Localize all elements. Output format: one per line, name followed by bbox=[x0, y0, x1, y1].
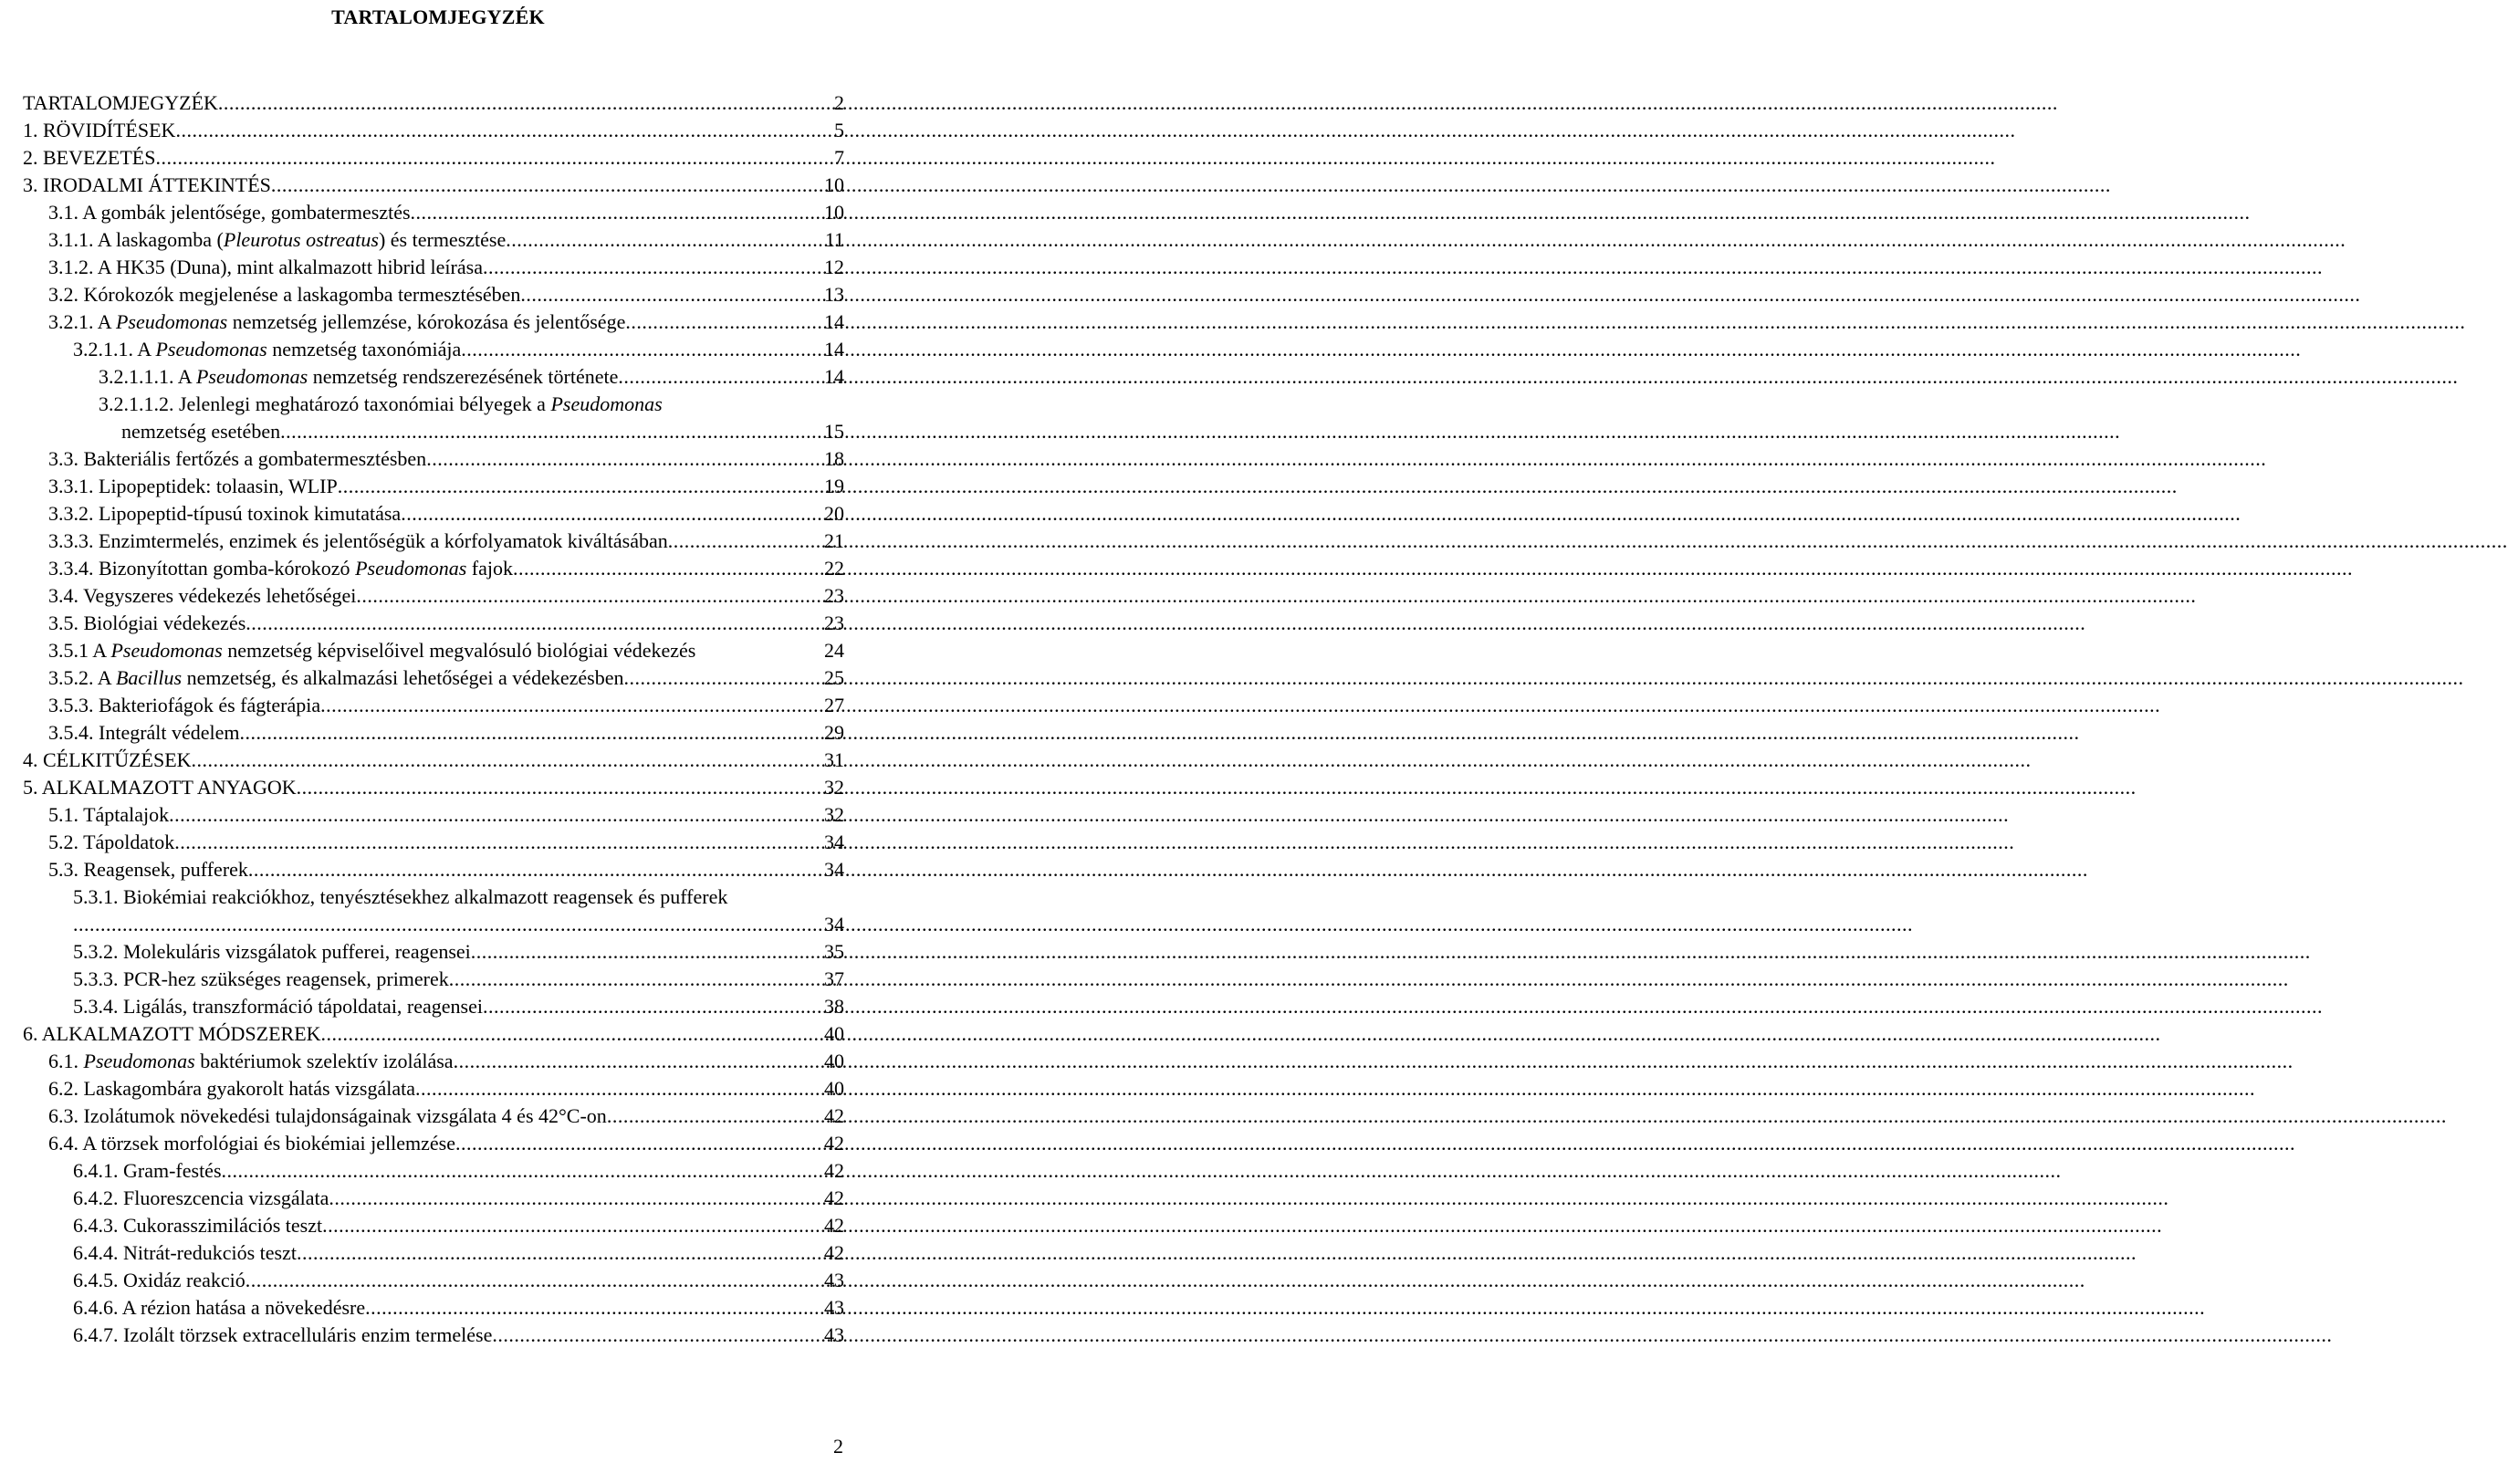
toc-entry-text: nemzetség rendszerezésének története bbox=[308, 365, 619, 388]
toc-entry-text: nemzetség esetében bbox=[121, 420, 281, 443]
toc-entry-label bbox=[23, 89, 218, 117]
toc-entry[interactable] bbox=[23, 829, 844, 856]
toc-entry-text: 6. ALKALMAZOTT MÓDSZEREK bbox=[23, 1022, 321, 1045]
toc-page-number: 43 bbox=[824, 1296, 844, 1319]
toc-page-number: 43 bbox=[824, 1269, 844, 1291]
toc-dot-leader bbox=[321, 1020, 824, 1048]
toc-page-number: 22 bbox=[824, 557, 844, 580]
toc-entry-text: 3.1.1. A laskagomba ( bbox=[48, 228, 224, 251]
toc-page-number: 5 bbox=[834, 119, 844, 141]
toc-dot-leader bbox=[297, 774, 824, 801]
toc-dot-leader bbox=[169, 801, 824, 829]
toc-entry-label bbox=[73, 1267, 246, 1294]
toc-entry-label bbox=[48, 692, 320, 719]
toc-dot-leader bbox=[426, 445, 824, 473]
toc-entry-label bbox=[48, 445, 426, 473]
toc-page-number: 13 bbox=[824, 283, 844, 306]
toc-entry-text: Pleurotus ostreatus bbox=[223, 228, 379, 251]
toc-page-number: 31 bbox=[824, 748, 844, 771]
toc-page-number: 14 bbox=[824, 338, 844, 361]
toc-entry-label bbox=[23, 117, 175, 144]
toc-entry-text: nemzetség, és alkalmazási lehetőségei a védekezésben bbox=[182, 666, 624, 689]
toc-entry[interactable] bbox=[23, 528, 844, 555]
toc-entry[interactable] bbox=[23, 473, 844, 500]
toc-entry-text: 2. BEVEZETÉS bbox=[23, 146, 156, 169]
toc-entry-label bbox=[23, 172, 271, 199]
toc-entry-label bbox=[48, 254, 483, 281]
toc-dot-leader bbox=[506, 226, 825, 254]
toc-entry-label bbox=[48, 281, 520, 308]
toc-entry[interactable] bbox=[23, 336, 844, 363]
toc-page-number: 40 bbox=[824, 1050, 844, 1072]
toc-page-number: 15 bbox=[824, 420, 844, 443]
toc-dot-leader bbox=[174, 829, 824, 856]
toc-entry[interactable] bbox=[23, 719, 844, 747]
toc-entry-label bbox=[48, 664, 623, 692]
toc-dot-leader bbox=[322, 1212, 824, 1239]
toc-entry-text: 3.4. Vegyszeres védekezés lehetőségei bbox=[48, 584, 357, 607]
toc-dot-leader bbox=[175, 117, 834, 144]
toc-page-number: 42 bbox=[824, 1159, 844, 1182]
toc-dot-leader bbox=[461, 336, 824, 363]
toc-entry-label bbox=[48, 610, 246, 637]
toc-entry-line[interactable] bbox=[23, 883, 844, 911]
toc-entry[interactable] bbox=[23, 1130, 844, 1157]
toc-dot-leader bbox=[668, 528, 824, 555]
toc-dot-leader bbox=[155, 144, 834, 172]
toc-entry-text: 3.5. Biológiai védekezés bbox=[48, 611, 246, 634]
toc-entry-text: 3.2.1.1.1. A bbox=[99, 365, 196, 388]
toc-entry[interactable] bbox=[23, 911, 844, 938]
toc-entry[interactable] bbox=[23, 1048, 844, 1075]
toc-dot-leader bbox=[240, 719, 824, 747]
toc-entry[interactable] bbox=[23, 692, 844, 719]
toc-dot-leader bbox=[222, 1157, 824, 1185]
toc-entry-text: 6.4.5. Oxidáz reakció bbox=[73, 1269, 246, 1291]
toc-dot-leader bbox=[218, 89, 834, 117]
toc-entry-text: 3.3.2. Lipopeptid-típusú toxinok kimutatása bbox=[48, 502, 402, 525]
toc-entry-text: 3.3. Bakteriális fertőzés a gombatermesztésben bbox=[48, 447, 427, 470]
toc-dot-leader bbox=[365, 1294, 824, 1322]
toc-entry-text: 5.3.3. PCR-hez szükséges reagensek, primerek bbox=[73, 967, 449, 990]
toc-page-number: 20 bbox=[824, 502, 844, 525]
toc-entry-text: 6.4.2. Fluoreszcencia vizsgálata bbox=[73, 1186, 329, 1209]
toc-dot-leader bbox=[625, 308, 824, 336]
toc-page-number: 42 bbox=[824, 1186, 844, 1209]
toc-page-number: 29 bbox=[824, 721, 844, 744]
toc-dot-leader bbox=[455, 1130, 824, 1157]
toc-page-number: 34 bbox=[824, 831, 844, 853]
toc-entry-label bbox=[23, 774, 297, 801]
toc-entry-label bbox=[48, 1075, 415, 1103]
toc-dot-leader bbox=[411, 199, 824, 226]
toc-entry-text: 3.2. Kórokozók megjelenése a laskagomba termesztésében bbox=[48, 283, 521, 306]
toc-entry-text: Pseudomonas bbox=[550, 392, 663, 415]
toc-entry-label bbox=[73, 1239, 297, 1267]
toc-page-number: 11 bbox=[824, 228, 844, 251]
toc-entry-label bbox=[73, 1294, 365, 1322]
toc-entry-label bbox=[48, 637, 695, 664]
toc-entry-text: 3.3.1. Lipopeptidek: tolaasin, WLIP bbox=[48, 475, 338, 497]
toc-dot-leader bbox=[415, 1075, 824, 1103]
toc-page-number: 43 bbox=[824, 1323, 844, 1346]
toc-page-number: 40 bbox=[824, 1077, 844, 1100]
toc-entry[interactable] bbox=[23, 1157, 844, 1185]
toc-entry-text: baktériumok szelektív izolálása bbox=[194, 1050, 454, 1072]
toc-entry[interactable] bbox=[23, 1239, 844, 1267]
table-of-contents bbox=[23, 89, 844, 1349]
toc-entry-text: 1. RÖVIDÍTÉSEK bbox=[23, 119, 176, 141]
toc-entry-text: 6.4.3. Cukorasszimilációs teszt bbox=[73, 1214, 323, 1237]
toc-entry-label bbox=[73, 1157, 222, 1185]
toc-entry-label bbox=[48, 528, 668, 555]
toc-entry[interactable] bbox=[23, 856, 844, 883]
toc-dot-leader bbox=[192, 747, 824, 774]
toc-entry-label bbox=[48, 500, 401, 528]
toc-entry-label bbox=[23, 144, 155, 172]
toc-entry-text: 5. ALKALMAZOTT ANYAGOK bbox=[23, 776, 297, 799]
toc-entry-label bbox=[73, 1212, 322, 1239]
toc-entry-text: 5.2. Tápoldatok bbox=[48, 831, 175, 853]
toc-page-number: 2 bbox=[834, 91, 844, 114]
toc-entry-text: ) és termesztése bbox=[378, 228, 507, 251]
toc-entry-text: 3.1. A gombák jelentősége, gombatermesztés bbox=[48, 201, 411, 224]
toc-entry[interactable] bbox=[23, 1103, 844, 1130]
toc-entry-text: 3.5.3. Bakteriofágok és fágterápia bbox=[48, 694, 321, 716]
toc-dot-leader bbox=[483, 254, 824, 281]
toc-entry-label bbox=[48, 582, 356, 610]
toc-entry-label bbox=[99, 363, 618, 391]
toc-page-number: 25 bbox=[824, 666, 844, 689]
toc-entry[interactable] bbox=[23, 144, 844, 172]
toc-entry-text: 3.2.1.1.2. Jelenlegi meghatározó taxonómiai bélyegek a bbox=[99, 392, 551, 415]
toc-entry-label bbox=[48, 555, 513, 582]
toc-dot-leader bbox=[483, 993, 824, 1020]
toc-page-number: 40 bbox=[824, 1022, 844, 1045]
toc-entry-text: Bacillus bbox=[115, 666, 183, 689]
toc-page-number: 35 bbox=[824, 940, 844, 963]
toc-entry-label bbox=[48, 719, 240, 747]
toc-dot-leader bbox=[618, 363, 824, 391]
toc-entry[interactable] bbox=[23, 172, 844, 199]
toc-dot-leader bbox=[246, 610, 824, 637]
toc-entry[interactable] bbox=[23, 89, 844, 117]
toc-dot-leader bbox=[248, 856, 824, 883]
toc-entry[interactable] bbox=[23, 664, 844, 692]
toc-entry[interactable] bbox=[23, 445, 844, 473]
toc-entry-text: 4. CÉLKITŰZÉSEK bbox=[23, 748, 192, 771]
toc-dot-leader bbox=[520, 281, 824, 308]
toc-entry-text: Pseudomonas bbox=[110, 639, 223, 662]
toc-entry-label bbox=[48, 473, 338, 500]
toc-entry-text: nemzetség taxonómiája bbox=[266, 338, 462, 361]
toc-page-number: 34 bbox=[824, 913, 844, 935]
toc-page-number: 34 bbox=[824, 858, 844, 881]
toc-page-number: 18 bbox=[824, 447, 844, 470]
toc-entry[interactable] bbox=[23, 1267, 844, 1294]
toc-entry[interactable] bbox=[23, 1322, 844, 1349]
toc-entry-label bbox=[73, 993, 483, 1020]
toc-dot-leader bbox=[471, 938, 824, 966]
toc-entry-text: Pseudomonas bbox=[355, 557, 467, 580]
toc-page-number: 27 bbox=[824, 694, 844, 716]
toc-dot-leader bbox=[449, 966, 824, 993]
toc-entry-text: 5.3.2. Molekuláris vizsgálatok pufferei, reagensei bbox=[73, 940, 471, 963]
toc-entry[interactable] bbox=[23, 226, 844, 254]
toc-entry-text: 6.4.7. Izolált törzsek extracelluláris enzim termelése bbox=[73, 1323, 493, 1346]
toc-entry[interactable] bbox=[23, 747, 844, 774]
toc-page-number: 24 bbox=[824, 639, 844, 662]
toc-page-number: 10 bbox=[824, 173, 844, 196]
toc-entry-label bbox=[73, 938, 471, 966]
toc-page-number: 38 bbox=[824, 995, 844, 1018]
toc-dot-leader bbox=[271, 172, 824, 199]
toc-entry[interactable] bbox=[23, 363, 844, 391]
toc-entry-text: 5.3.1. Biokémiai reakciókhoz, tenyésztésekhez alkalmazott reagensek és pufferek bbox=[73, 885, 728, 908]
toc-entry-text: Pseudomonas bbox=[195, 365, 308, 388]
toc-entry[interactable] bbox=[23, 418, 844, 445]
toc-entry-label bbox=[121, 418, 280, 445]
toc-dot-leader bbox=[329, 1185, 824, 1212]
toc-page-number: 32 bbox=[824, 803, 844, 826]
toc-entry[interactable] bbox=[23, 281, 844, 308]
page-title: TARTALOMJEGYZÉK bbox=[331, 5, 545, 28]
toc-entry-label bbox=[73, 1322, 492, 1349]
toc-entry[interactable] bbox=[23, 1020, 844, 1048]
page-number: 2 bbox=[833, 1435, 843, 1458]
toc-page-number: 32 bbox=[824, 776, 844, 799]
toc-page-number: 19 bbox=[824, 475, 844, 497]
toc-entry[interactable] bbox=[23, 555, 844, 582]
toc-entry-label bbox=[48, 199, 411, 226]
toc-entry-label bbox=[73, 336, 461, 363]
toc-entry-text: 3.3.3. Enzimtermelés, enzimek és jelentőségük a kórfolyamatok kiváltásában bbox=[48, 529, 668, 552]
toc-entry[interactable] bbox=[23, 610, 844, 637]
toc-page-number: 42 bbox=[824, 1241, 844, 1264]
toc-entry[interactable] bbox=[23, 637, 844, 664]
toc-entry-text: 6.4.1. Gram-festés bbox=[73, 1159, 222, 1182]
toc-entry-text: 3.2.1.1. A bbox=[73, 338, 156, 361]
toc-page-number: 42 bbox=[824, 1132, 844, 1155]
toc-dot-leader bbox=[513, 555, 824, 582]
toc-entry[interactable] bbox=[23, 199, 844, 226]
toc-entry-text: nemzetség képviselőivel megvalósuló biológiai védekezés bbox=[222, 639, 696, 662]
toc-entry-text: 6.3. Izolátumok növekedési tulajdonságainak vizsgálata 4 és 42°C-on bbox=[48, 1104, 607, 1127]
toc-entry[interactable] bbox=[23, 500, 844, 528]
toc-dot-leader bbox=[297, 1239, 824, 1267]
toc-page-number: 7 bbox=[834, 146, 844, 169]
toc-entry-text: Pseudomonas bbox=[155, 338, 267, 361]
toc-entry-label bbox=[48, 226, 506, 254]
toc-entry-text: 3. IRODALMI ÁTTEKINTÉS bbox=[23, 173, 271, 196]
toc-page-number: 14 bbox=[824, 310, 844, 333]
toc-entry-text: 3.1.2. A HK35 (Duna), mint alkalmazott hibrid leírása bbox=[48, 256, 483, 278]
toc-entry-label bbox=[48, 308, 625, 336]
toc-entry-text: Pseudomonas bbox=[83, 1050, 195, 1072]
toc-dot-leader bbox=[492, 1322, 824, 1349]
toc-entry-text: 5.3.4. Ligálás, transzformáció tápoldatai, reagensei bbox=[73, 995, 483, 1018]
toc-entry-text: 3.3.4. Bizonyítottan gomba-kórokozó bbox=[48, 557, 356, 580]
toc-entry[interactable] bbox=[23, 582, 844, 610]
toc-entry-text: 5.1. Táptalajok bbox=[48, 803, 170, 826]
toc-entry[interactable] bbox=[23, 1185, 844, 1212]
toc-entry-text: 6.4.6. A rézion hatása a növekedésre bbox=[73, 1296, 366, 1319]
toc-dot-leader bbox=[401, 500, 824, 528]
toc-page-number: 37 bbox=[824, 967, 844, 990]
toc-entry-text: 5.3. Reagensek, pufferek bbox=[48, 858, 248, 881]
toc-page-number: 42 bbox=[824, 1104, 844, 1127]
toc-entry-text: 6.4.4. Nitrát-redukciós teszt bbox=[73, 1241, 297, 1264]
toc-page-number: 23 bbox=[824, 611, 844, 634]
toc-entry[interactable] bbox=[23, 1212, 844, 1239]
toc-entry-text: fajok bbox=[466, 557, 513, 580]
toc-entry-text: nemzetség jellemzése, kórokozása és jelentősége bbox=[227, 310, 626, 333]
toc-entry-label bbox=[48, 1048, 454, 1075]
toc-entry-label bbox=[48, 801, 169, 829]
toc-dot-leader bbox=[246, 1267, 824, 1294]
toc-dot-leader bbox=[356, 582, 824, 610]
toc-entry[interactable] bbox=[23, 938, 844, 966]
toc-entry[interactable] bbox=[23, 993, 844, 1020]
toc-entry[interactable] bbox=[23, 117, 844, 144]
toc-entry-text: 3.5.4. Integrált védelem bbox=[48, 721, 240, 744]
toc-entry-text: 3.5.2. A bbox=[48, 666, 116, 689]
toc-entry-line[interactable] bbox=[23, 391, 844, 418]
toc-entry-label bbox=[73, 1185, 329, 1212]
toc-page-number: 12 bbox=[824, 256, 844, 278]
toc-entry-text: Pseudomonas bbox=[115, 310, 228, 333]
toc-entry-label bbox=[48, 1130, 455, 1157]
toc-entry-text: 6.4. A törzsek morfológiai és biokémiai jellemzése bbox=[48, 1132, 455, 1155]
toc-dot-leader bbox=[454, 1048, 824, 1075]
toc-page-number: 21 bbox=[824, 529, 844, 552]
toc-entry-label bbox=[48, 856, 248, 883]
toc-entry-text: 6.1. bbox=[48, 1050, 84, 1072]
toc-page-number: 10 bbox=[824, 201, 844, 224]
toc-entry[interactable] bbox=[23, 254, 844, 281]
toc-entry[interactable] bbox=[23, 774, 844, 801]
toc-entry-label bbox=[48, 829, 174, 856]
toc-entry-label bbox=[73, 966, 449, 993]
toc-dot-leader bbox=[280, 418, 824, 445]
toc-entry[interactable] bbox=[23, 1075, 844, 1103]
toc-entry-label bbox=[23, 747, 192, 774]
toc-page-number: 14 bbox=[824, 365, 844, 388]
toc-entry[interactable] bbox=[23, 801, 844, 829]
toc-entry[interactable] bbox=[23, 966, 844, 993]
toc-entry-text: 3.5.1 A bbox=[48, 639, 111, 662]
toc-dot-leader bbox=[623, 664, 824, 692]
toc-dot-leader bbox=[607, 1103, 824, 1130]
toc-entry[interactable] bbox=[23, 308, 844, 336]
toc-entry[interactable] bbox=[23, 1294, 844, 1322]
toc-dot-leader bbox=[338, 473, 824, 500]
toc-dot-leader bbox=[73, 911, 824, 938]
toc-page-number: 42 bbox=[824, 1214, 844, 1237]
toc-entry-label bbox=[23, 1020, 321, 1048]
toc-entry-text: TARTALOMJEGYZÉK bbox=[23, 91, 218, 114]
toc-dot-leader bbox=[320, 692, 824, 719]
toc-entry-label bbox=[48, 1103, 607, 1130]
toc-entry-text: 3.2.1. A bbox=[48, 310, 116, 333]
toc-entry-text: 6.2. Laskagombára gyakorolt hatás vizsgálata bbox=[48, 1077, 415, 1100]
toc-page-number: 23 bbox=[824, 584, 844, 607]
